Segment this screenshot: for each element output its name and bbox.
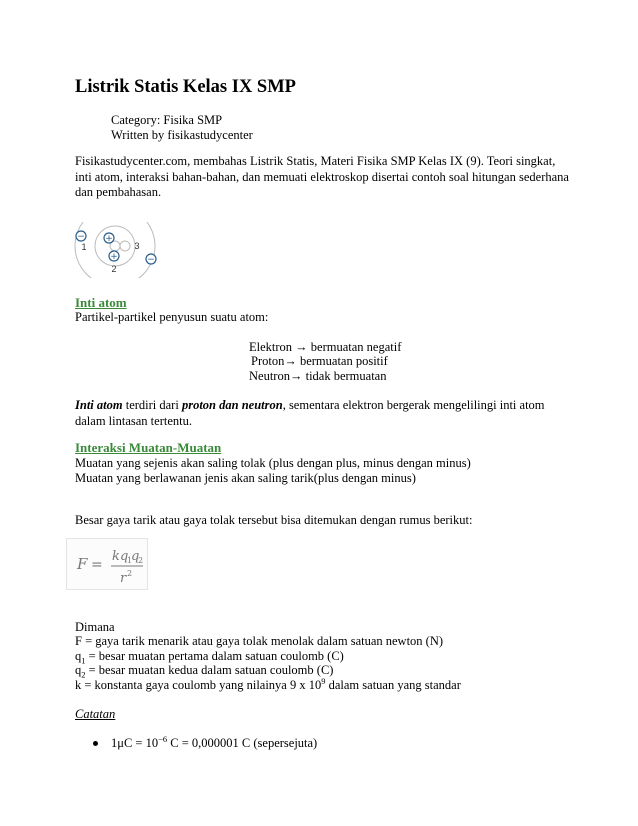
atom-label-1: 1 xyxy=(81,242,87,252)
formula-r: r xyxy=(120,571,127,586)
nucleus-neutron xyxy=(120,241,130,251)
catatan-bullet: $1\mu C = 10^{-6}$ C = 0,000001 C (sepersejuta) xyxy=(111,733,318,750)
interaksi-line-1: Muatan yang sejenis akan saling tolak (plus dengan plus, minus dengan minus) xyxy=(75,456,471,470)
particle-proton: Proton→ bermuatan positif xyxy=(251,354,388,368)
dimana-f: F = gaya tarik menarik atau gaya tolak menolak dalam satuan newton (N) xyxy=(75,634,444,648)
interaksi-line-2: Muatan yang berlawanan jenis akan saling tarik(plus dengan minus) xyxy=(75,471,416,485)
formula-svg xyxy=(67,539,147,589)
catatan-heading: Catatan xyxy=(75,707,116,721)
particle-electron: Elektron → bermuatan negatif xyxy=(249,340,402,354)
article-author: Written by fisikastudycenter xyxy=(111,128,253,142)
particle-neutron: Neutron→ tidak bermuatan xyxy=(249,369,387,383)
formula-q1-sub: 1 xyxy=(127,556,133,565)
formula-equals: = xyxy=(91,557,103,573)
formula-q2-sub: 2 xyxy=(138,556,144,565)
bullet-dot xyxy=(93,741,98,746)
section-heading-inti-atom: Inti atom xyxy=(75,295,127,310)
atom-diagram xyxy=(72,222,162,278)
coulomb-formula xyxy=(66,538,148,590)
formula-intro: Besar gaya tarik atau gaya tolak tersebut bisa ditemukan dengan rumus berikut: xyxy=(75,513,473,527)
article-category: Category: Fisika SMP xyxy=(111,113,223,127)
atom-label-3: 3 xyxy=(134,241,140,251)
atom-label-2: 2 xyxy=(111,264,117,274)
particles-lead: Partikel-partikel penyusun suatu atom: xyxy=(75,310,269,324)
formula-r-exp: 2 xyxy=(127,569,133,578)
formula-q2: q xyxy=(131,549,140,564)
article-title: Listrik Statis Kelas IX SMP xyxy=(75,77,296,97)
intro-paragraph: Fisikastudycenter.com, membahas Listrik Statis, Materi Fisika SMP Kelas IX (9). Teori singkat, inti atom, interaksi bahan-bahan, dan memuati elektroskop disertai contoh soal hitungan sederhana dan pembahasan. xyxy=(75,154,569,199)
negative-sign-left: − xyxy=(77,232,85,242)
dimana-q1: $q_1$ = besar muatan pertama dalam satuan coulomb (C) xyxy=(75,649,344,666)
section-heading-interaksi: Interaksi Muatan-Muatan xyxy=(75,440,222,455)
formula-q1: q xyxy=(120,549,129,564)
inti-atom-summary: Inti atom terdiri dari proton dan neutron, sementara elektron bergerak mengelilingi inti atom dalam lintasan tertentu. xyxy=(75,398,545,428)
negative-sign-right: − xyxy=(147,255,155,265)
positive-sign-top: + xyxy=(105,234,113,244)
dimana-heading: Dimana xyxy=(75,620,115,634)
dimana-q2: $q_2$ = besar muatan kedua dalam satuan coulomb (C) xyxy=(75,663,334,680)
positive-sign-bottom: + xyxy=(110,252,118,262)
formula-lhs: F xyxy=(77,555,88,573)
formula-k: k xyxy=(112,549,120,564)
dimana-k: k = konstanta gaya coulomb yang nilainya 9 x $10^9$ dalam satuan yang standar xyxy=(75,675,461,692)
